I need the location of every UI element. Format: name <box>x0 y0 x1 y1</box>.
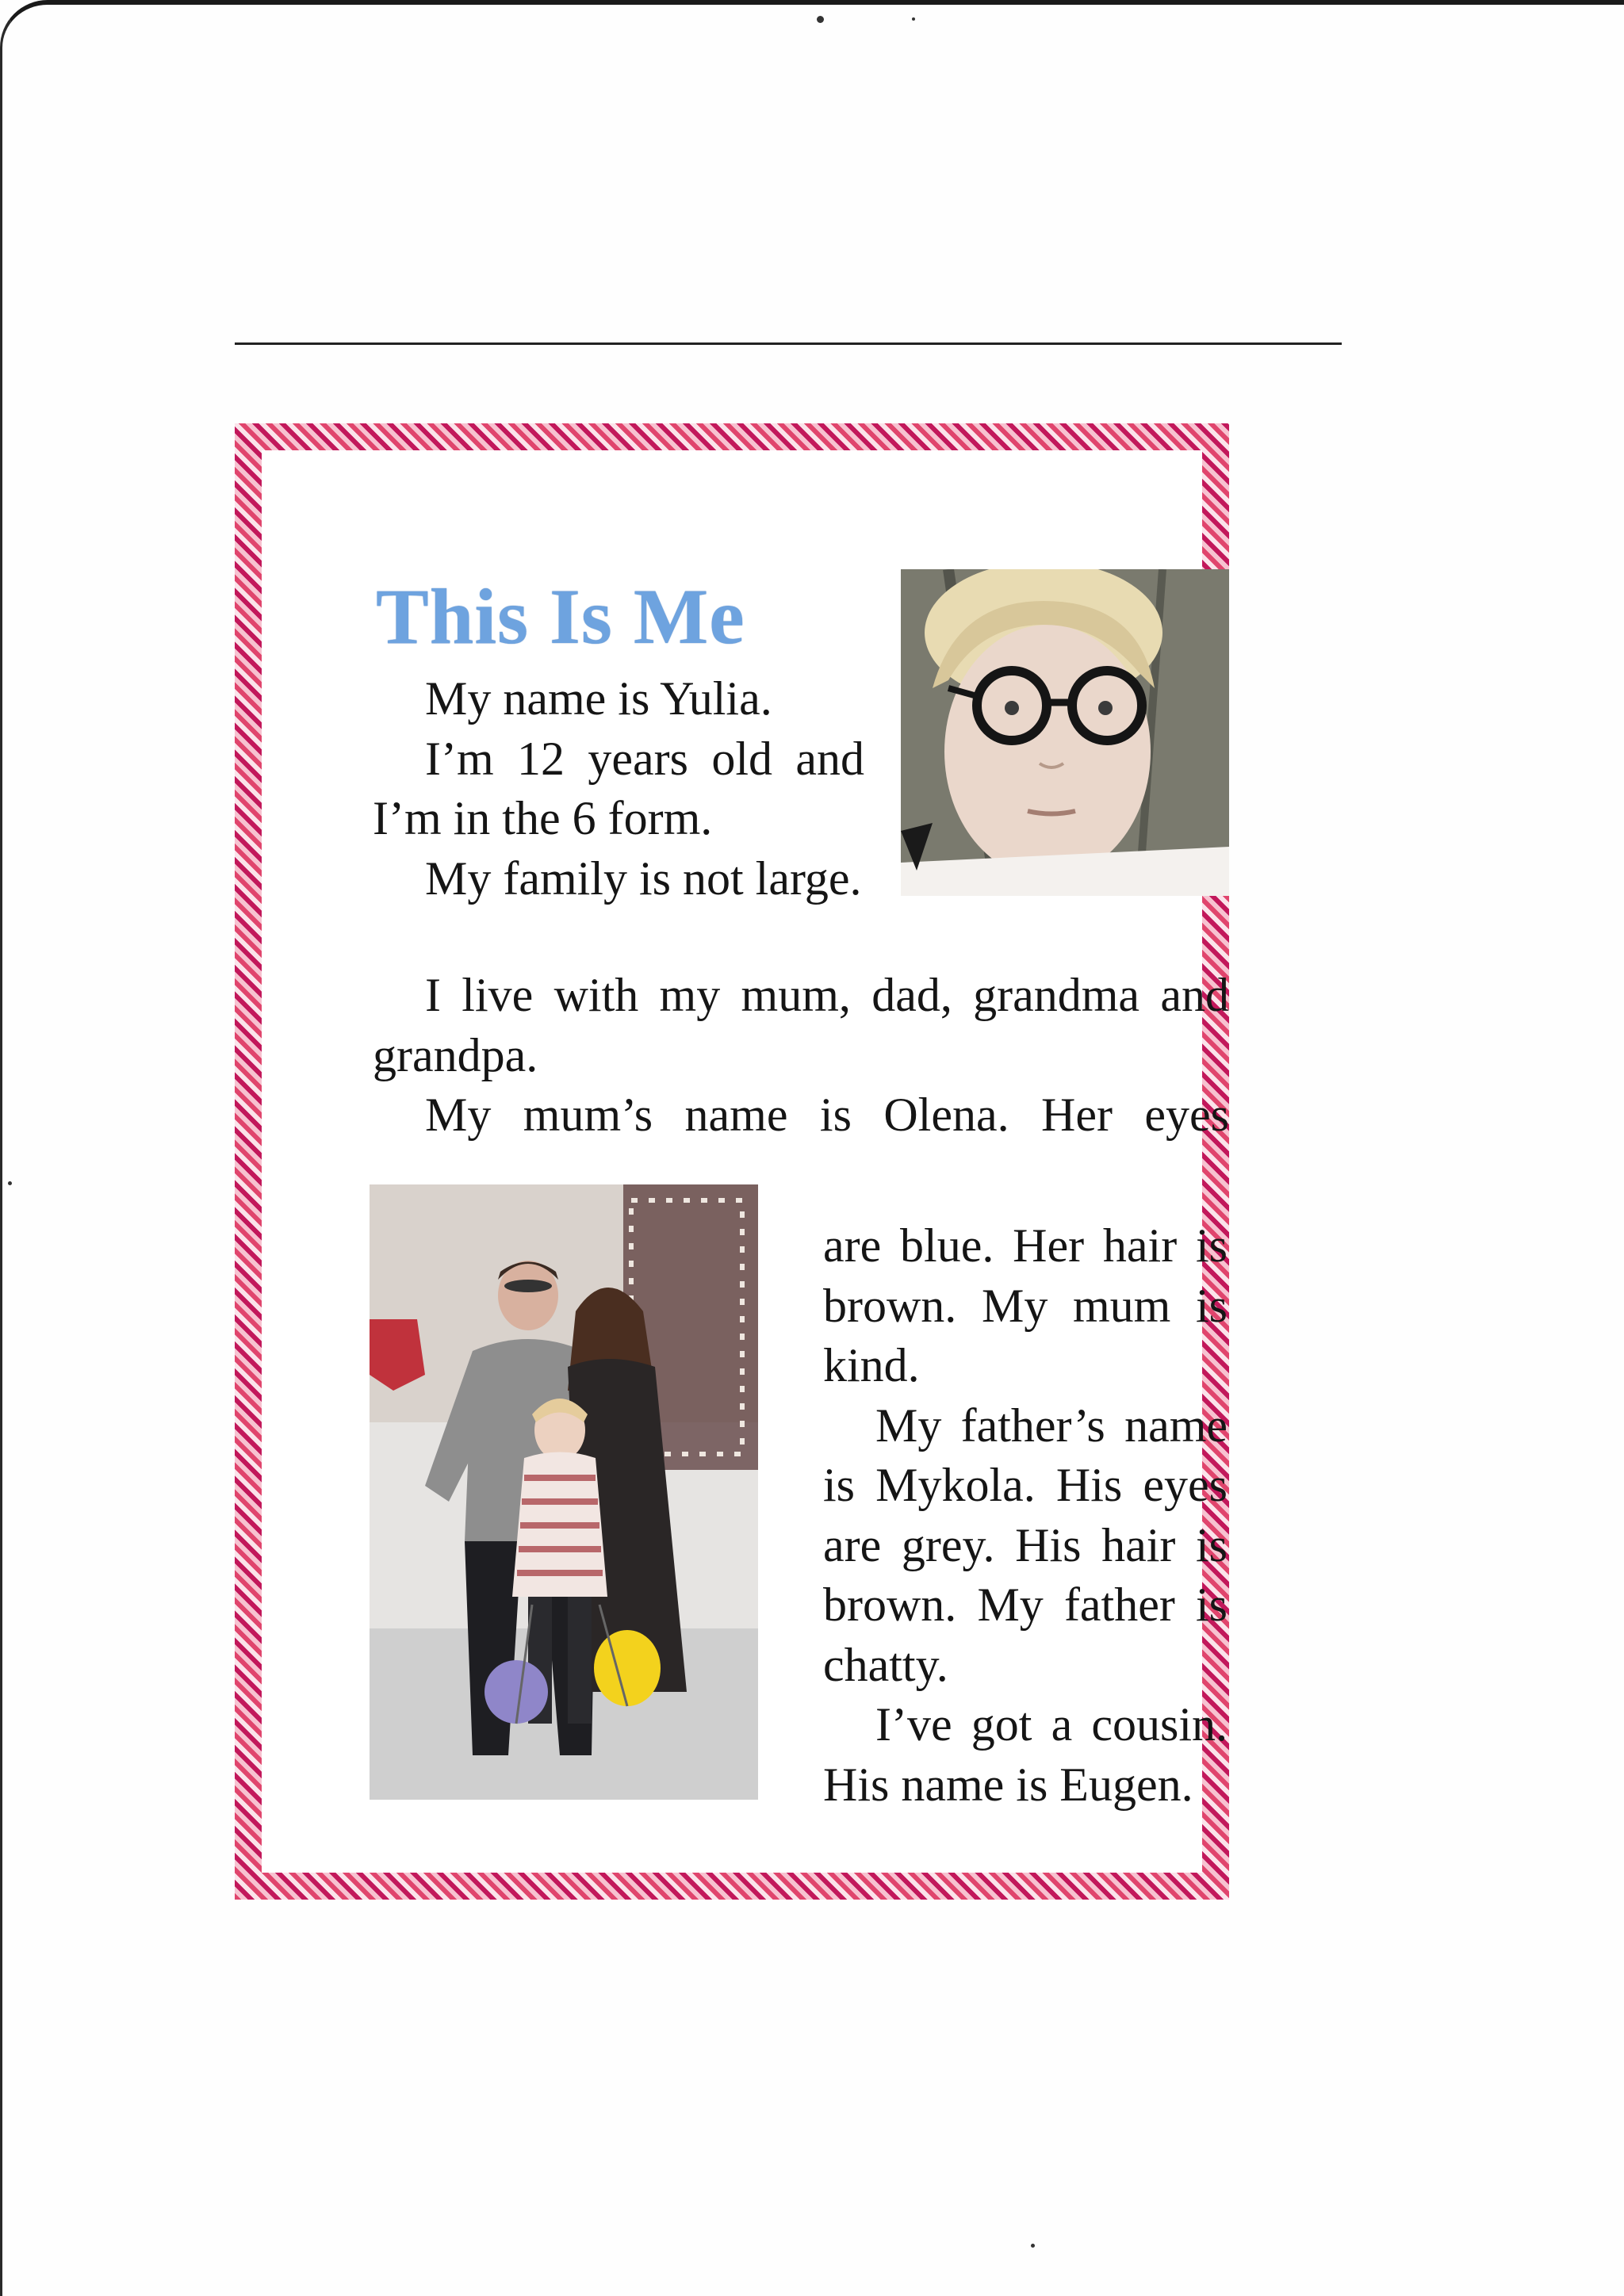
portrait-photo <box>901 569 1229 896</box>
scan-speck <box>912 17 915 21</box>
family-photo <box>370 1184 758 1800</box>
paragraph-father: My father’s name is Mykola. His eyes are grey. His hair is brown. My father is chatty. <box>823 1399 1228 1691</box>
horizontal-rule <box>235 342 1342 345</box>
paragraph-age: I’m 12 years old and I’m in the 6 form. <box>373 732 864 844</box>
paragraph-family-size: My family is not large. <box>425 851 862 905</box>
right-column-paragraphs <box>823 1216 1228 1815</box>
family-photo-with-balloons <box>370 1184 758 1800</box>
paragraph-mum-start: My mum’s name is Olena. Her eyes <box>425 1089 1229 1141</box>
page-title: This Is Me <box>376 572 745 660</box>
scan-speck <box>817 16 824 23</box>
wide-paragraphs <box>373 966 1229 1146</box>
paragraph-mum-rest: are blue. Her hair is brown. My mum is kind. <box>823 1219 1228 1391</box>
scan-speck <box>1031 2244 1035 2248</box>
paragraph-name: My name is Yulia. <box>425 672 772 725</box>
page-content <box>301 498 1229 1841</box>
girl-with-glasses-photo <box>901 569 1229 896</box>
intro-paragraphs <box>373 669 864 909</box>
scan-speck <box>8 1181 12 1185</box>
paragraph-lives-with: I live with my mum, dad, grandma and grandpa. <box>373 969 1229 1081</box>
ornamental-border-frame <box>235 423 1229 1900</box>
paragraph-cousin: I’ve got a cousin. His name is Eugen. <box>823 1698 1228 1811</box>
